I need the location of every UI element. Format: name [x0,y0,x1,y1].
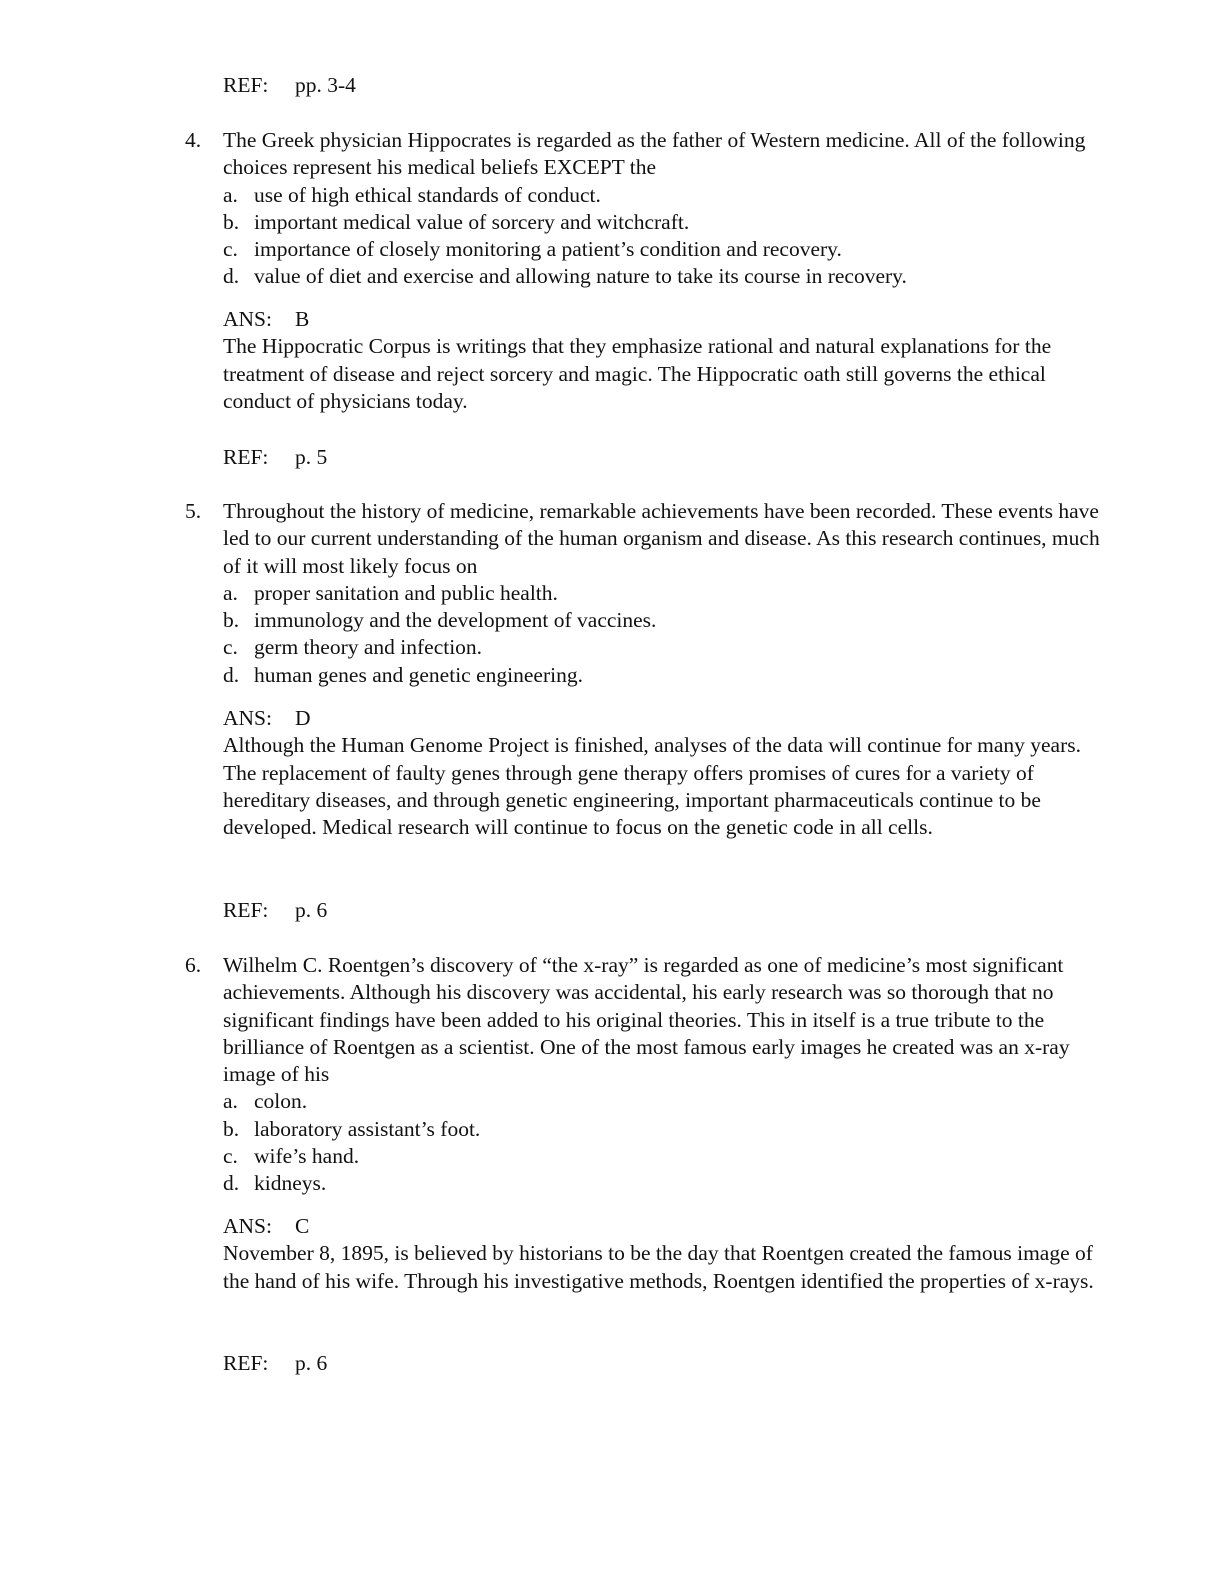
reference-6 [223,1350,327,1377]
reference-4 [223,444,327,471]
answer-block-5 [223,705,1115,841]
answer-label: ANS: [223,706,272,730]
rationale-text: Although the Human Genome Project is finished, analyses of the data will continue for many years. The replacement of faulty genes through gene therapy offers promises of cures for a variety of hereditary diseases, and through genetic engineering, important pharmaceuticals continue to be developed. Medical research will continue to focus on the genetic code in all cells. [223,733,1081,840]
ref-label: REF: [223,898,269,922]
choice-letter: c. [223,635,238,660]
choice-b [223,209,1115,236]
question-stem: Throughout the history of medicine, remarkable achievements have been recorded. These events have led to our current understanding of the human organism and disease. As this research continues, much of it will most likely focus on [223,499,1100,578]
choice-text: kidneys. [254,1171,327,1196]
choice-c [223,634,1115,661]
choice-text: importance of closely monitoring a patient’s condition and recovery. [254,237,842,262]
choice-letter: a. [223,1089,238,1114]
ref-label: REF: [223,1351,269,1375]
answer-line [223,1213,1115,1240]
choice-letter: b. [223,209,240,234]
answer-value: C [295,1214,310,1238]
question-number: 4. [185,128,202,152]
answer-value: B [295,307,310,331]
choice-d [223,263,1115,290]
choice-a [223,182,1115,209]
rationale-text: The Hippocratic Corpus is writings that they emphasize rational and natural explanations for the treatment of disease and reject sorcery and magic. The Hippocratic oath still governs the ethical conduct of physicians today. [223,334,1052,413]
answer-line [223,306,1115,333]
choice-letter: a. [223,580,238,605]
ref-value: p. 6 [295,1351,328,1375]
choice-text: germ theory and infection. [254,635,483,660]
question-5 [185,498,1115,689]
choice-text: immunology and the development of vaccines. [254,608,657,633]
choice-letter: a. [223,182,238,207]
choice-b [223,607,1115,634]
answer-line [223,705,1115,732]
reference-5 [223,897,327,924]
choice-c [223,1143,1115,1170]
question-6 [185,952,1115,1198]
question-4 [185,127,1115,291]
choice-letter: b. [223,1116,240,1141]
ref-label: REF: [223,445,269,469]
choice-letter: d. [223,264,240,289]
question-number: 6. [185,953,202,977]
choice-text: proper sanitation and public health. [254,580,558,605]
choice-letter: d. [223,662,240,687]
answer-label: ANS: [223,307,272,331]
choice-text: wife’s hand. [254,1144,360,1169]
choice-text: value of diet and exercise and allowing nature to take its course in recovery. [254,264,907,289]
top-reference [223,72,356,99]
choice-text: laboratory assistant’s foot. [254,1116,481,1141]
ref-value: pp. 3-4 [295,73,356,97]
choice-letter: b. [223,608,240,633]
choice-list [185,1088,1115,1197]
choice-d [223,1170,1115,1197]
answer-label: ANS: [223,1214,272,1238]
choice-letter: d. [223,1171,240,1196]
choice-c [223,236,1115,263]
choice-text: important medical value of sorcery and witchcraft. [254,209,690,234]
choice-letter: c. [223,1144,238,1169]
choice-list [185,580,1115,689]
choice-a [223,580,1115,607]
ref-value: p. 6 [295,898,328,922]
choice-letter: c. [223,237,238,262]
question-number: 5. [185,499,202,523]
question-stem: The Greek physician Hippocrates is regarded as the father of Western medicine. All of the following choices represent his medical beliefs EXCEPT the [223,128,1086,180]
rationale-text: November 8, 1895, is believed by historians to be the day that Roentgen created the famous image of the hand of his wife. Through his investigative methods, Roentgen identified the properties of x-rays. [223,1241,1094,1293]
choice-text: human genes and genetic engineering. [254,662,583,687]
choice-text: colon. [254,1089,308,1114]
question-stem: Wilhelm C. Roentgen’s discovery of “the x-ray” is regarded as one of medicine’s most significant achievements. Although his discovery was accidental, his early research was so thorough that no significant findings have been added to his original theories. This in itself is a true tribute to the brilliance of Roentgen as a scientist. One of the most famous early images he created was an x-ray image of his [223,953,1070,1087]
answer-block-4 [223,306,1115,415]
ref-label: REF: [223,73,269,97]
choice-list [185,182,1115,291]
choice-b [223,1116,1115,1143]
ref-value: p. 5 [295,445,328,469]
choice-d [223,662,1115,689]
choice-text: use of high ethical standards of conduct. [254,182,601,207]
choice-a [223,1088,1115,1115]
answer-value: D [295,706,311,730]
answer-block-6 [223,1213,1115,1295]
